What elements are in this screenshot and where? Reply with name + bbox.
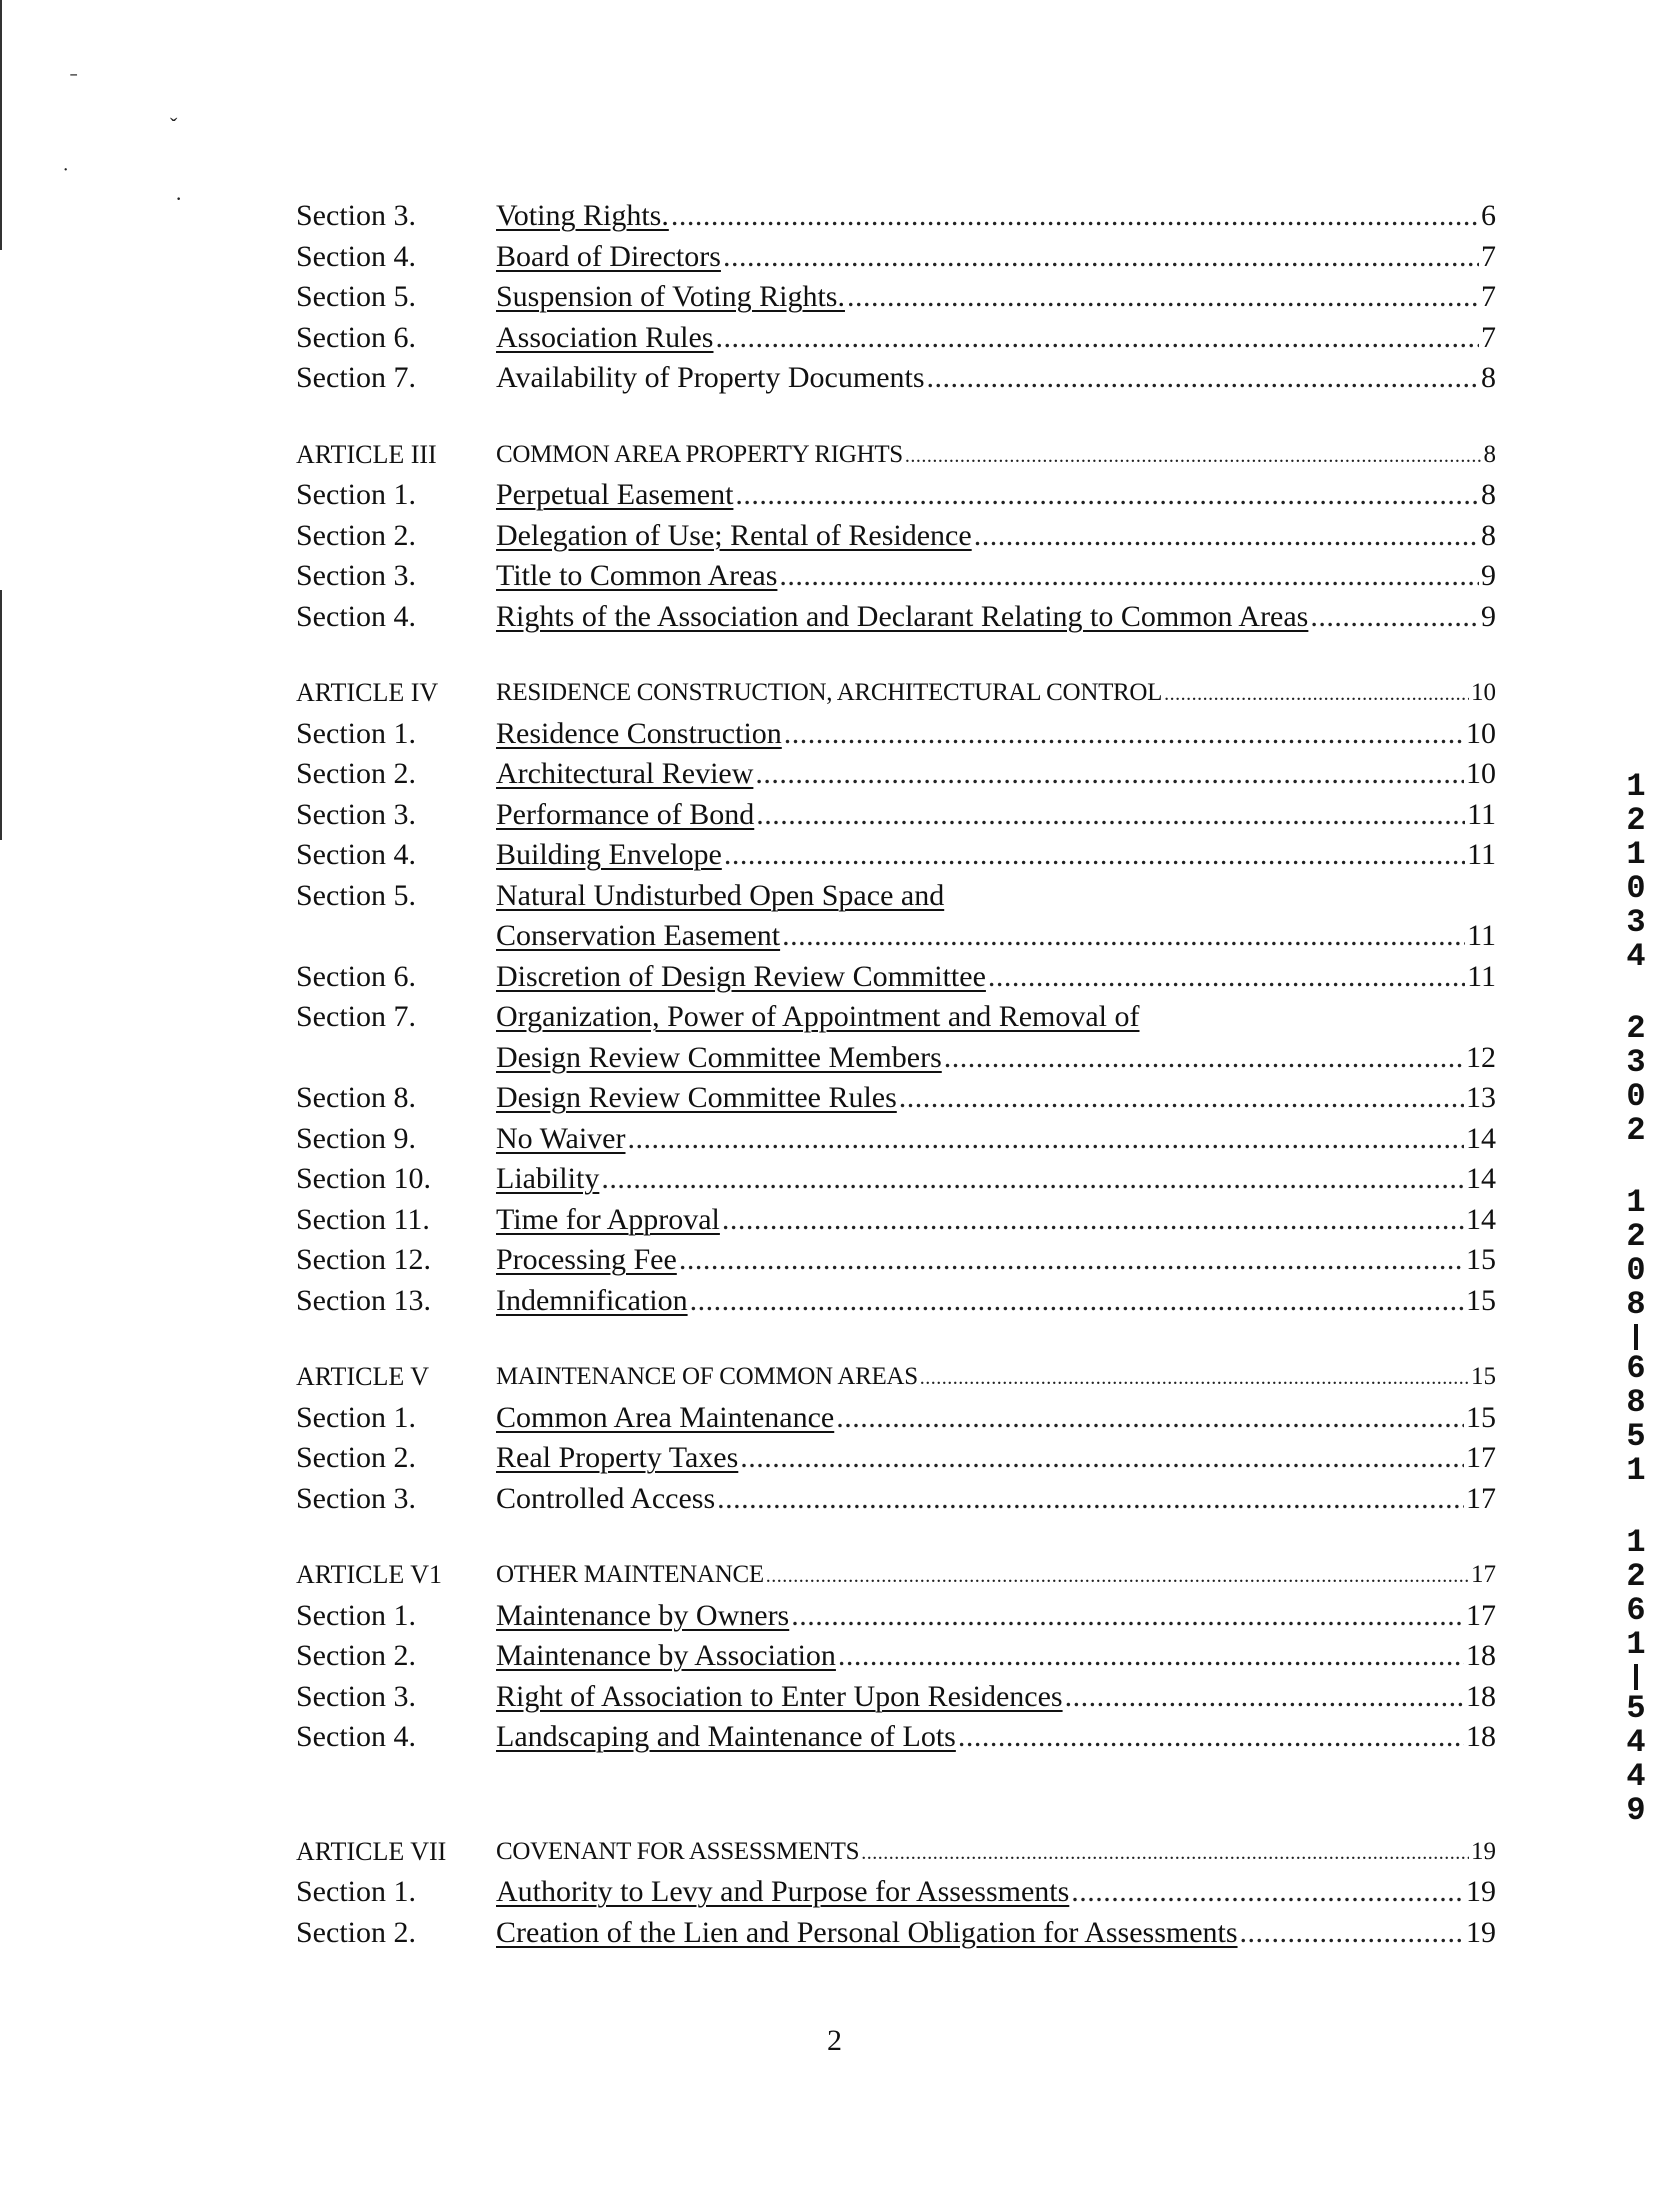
- toc-leader-dots: [920, 1358, 1469, 1399]
- toc-page-number: 10: [1471, 679, 1496, 706]
- toc-entry: [496, 1872, 1496, 1913]
- toc-label: Section 5.: [296, 878, 416, 912]
- stamp-digit: 0: [1626, 1078, 1646, 1115]
- toc-page-number: 15: [1471, 1363, 1496, 1390]
- margin-recording-stamp: [1606, 770, 1666, 1866]
- toc-label: Section 4.: [296, 1720, 416, 1753]
- toc-page-number: 18: [1466, 1679, 1496, 1713]
- toc-page-number: 17: [1466, 1481, 1496, 1515]
- toc-label: Section 1.: [296, 1400, 416, 1434]
- scan-speck: ˇ: [170, 113, 178, 138]
- toc-title: Residence Construction: [496, 716, 782, 750]
- toc-leader-dots: [974, 516, 1479, 557]
- toc-title: Liability: [496, 1162, 600, 1195]
- toc-section-row: [296, 358, 1496, 399]
- stamp-digit: 5: [1626, 1418, 1646, 1455]
- toc-label: Section 2.: [296, 1915, 416, 1949]
- toc-title: Authority to Levy and Purpose for Assessments: [496, 1875, 1070, 1908]
- scan-edge-line: [0, 590, 2, 840]
- toc-title: Controlled Access: [496, 1481, 716, 1515]
- toc-group-gap: [296, 1758, 1496, 1832]
- toc-title: Landscaping and Maintenance of Lots: [496, 1720, 956, 1753]
- toc-entry: [496, 556, 1496, 597]
- toc-entry: [496, 1398, 1496, 1439]
- toc-entry: [496, 1438, 1496, 1479]
- stamp-digit: 1: [1626, 1626, 1646, 1663]
- toc-leader-dots: [722, 1200, 1464, 1241]
- toc-leader-dots: [861, 1833, 1469, 1874]
- toc-entry: [496, 597, 1496, 638]
- toc-title: COMMON AREA PROPERTY RIGHTS: [496, 440, 903, 468]
- toc-entry: [496, 916, 1496, 957]
- toc-entry: [496, 795, 1496, 836]
- toc-section-row: [296, 1281, 1496, 1322]
- toc-label: Section 3.: [296, 1481, 416, 1515]
- toc-group-gap: [296, 399, 1496, 435]
- toc-page-number: 14: [1466, 1202, 1496, 1236]
- toc-section-row: [296, 1872, 1496, 1913]
- toc-page-number: 19: [1471, 1837, 1496, 1865]
- toc-leader-dots: [779, 556, 1479, 597]
- toc-leader-dots: [628, 1119, 1465, 1160]
- toc-entry: [496, 475, 1496, 516]
- toc-page-number: 11: [1467, 838, 1496, 871]
- scan-edge-line: [0, 0, 2, 250]
- toc-title: Perpetual Easement: [496, 478, 734, 511]
- toc-label: Section 1.: [296, 716, 416, 750]
- toc-title: OTHER MAINTENANCE: [496, 1561, 764, 1588]
- toc-entry: [496, 318, 1496, 359]
- toc-label: Section 9.: [296, 1121, 416, 1155]
- stamp-digit: 1: [1626, 1184, 1646, 1221]
- toc-leader-dots: [838, 1636, 1464, 1677]
- stamp-digit: 2: [1626, 1112, 1646, 1149]
- stamp-digit: 3: [1626, 904, 1646, 941]
- stamp-digit: 4: [1626, 938, 1646, 975]
- toc-section-continuation-row: [296, 1038, 1496, 1079]
- toc-entry: [496, 1555, 1496, 1597]
- toc-label: Section 4.: [296, 599, 416, 633]
- stamp-digit: 8: [1626, 1286, 1646, 1323]
- toc-title: Creation of the Lien and Personal Obligation for Assessments: [496, 1915, 1238, 1949]
- toc-title: Maintenance by Owners: [496, 1598, 790, 1632]
- stamp-digit: 4: [1626, 1758, 1646, 1795]
- stamp-digit: 1: [1626, 836, 1646, 873]
- toc-section-row: [296, 1119, 1496, 1160]
- toc-leader-dots: [782, 916, 1465, 957]
- page-number: 2: [827, 2024, 842, 2057]
- toc-section-row: [296, 1240, 1496, 1281]
- stamp-digit: 1: [1626, 768, 1646, 805]
- scan-speck: ˉ: [70, 68, 78, 93]
- toc-title: Discretion of Design Review Committee: [496, 959, 986, 993]
- toc-section-row: [296, 237, 1496, 278]
- table-of-contents: [296, 196, 1496, 1953]
- toc-label: Section 3.: [296, 199, 416, 232]
- toc-entry: [496, 1357, 1496, 1399]
- stamp-separator: [1634, 1664, 1638, 1690]
- toc-leader-dots: [1310, 597, 1479, 638]
- toc-section-continuation-row: [296, 916, 1496, 957]
- toc-entry: [496, 277, 1496, 318]
- toc-section-row: [296, 1200, 1496, 1241]
- toc-leader-dots: [724, 835, 1465, 876]
- toc-leader-dots: [784, 714, 1464, 755]
- toc-title: Suspension of Voting Rights.: [496, 280, 845, 313]
- toc-leader-dots: [756, 795, 1465, 836]
- toc-leader-dots: [679, 1240, 1464, 1281]
- toc-leader-dots: [690, 1281, 1464, 1322]
- toc-label: Section 6.: [296, 959, 416, 993]
- toc-page-number: 7: [1481, 320, 1496, 354]
- toc-section-row: [296, 795, 1496, 836]
- toc-entry: [496, 1636, 1496, 1677]
- toc-title: Organization, Power of Appointment and Removal of: [496, 1000, 1140, 1033]
- toc-label: Section 7.: [296, 1000, 416, 1033]
- toc-label: Section 1.: [296, 1875, 416, 1908]
- toc-entry: [496, 1913, 1496, 1954]
- stamp-digit: 1: [1626, 1452, 1646, 1489]
- toc-page-number: 11: [1467, 959, 1496, 993]
- toc-section-row: [296, 318, 1496, 359]
- toc-section-row: [296, 1078, 1496, 1119]
- scan-speck: ·: [175, 186, 183, 211]
- toc-page-number: 14: [1466, 1162, 1496, 1195]
- stamp-digit: 2: [1626, 1218, 1646, 1255]
- toc-label: Section 3.: [296, 1679, 416, 1713]
- toc-leader-dots: [1065, 1677, 1464, 1718]
- toc-entry: [496, 1119, 1496, 1160]
- toc-page-number: 10: [1466, 716, 1496, 750]
- toc-entry: [496, 358, 1496, 399]
- toc-page-number: 8: [1481, 361, 1496, 394]
- toc-leader-dots: [717, 1479, 1464, 1520]
- toc-page-number: 11: [1467, 797, 1496, 831]
- stamp-number-group: [1626, 770, 1645, 974]
- stamp-digit: 2: [1626, 802, 1646, 839]
- toc-entry: [496, 516, 1496, 557]
- toc-entry: [496, 1159, 1496, 1200]
- toc-title: Association Rules: [496, 320, 714, 354]
- stamp-digit: 0: [1626, 1252, 1646, 1289]
- toc-entry: [496, 435, 1496, 477]
- toc-title: Natural Undisturbed Open Space and: [496, 878, 945, 912]
- stamp-digit: 2: [1626, 1010, 1646, 1047]
- toc-page-number: 6: [1481, 199, 1496, 232]
- toc-section-row: [296, 516, 1496, 557]
- toc-leader-dots: [944, 1038, 1464, 1079]
- stamp-number-group: [1626, 1186, 1645, 1488]
- toc-article-row: [296, 435, 1496, 476]
- toc-page-number: 14: [1466, 1121, 1496, 1155]
- stamp-digit: 4: [1626, 1724, 1646, 1761]
- toc-section-row: [296, 835, 1496, 876]
- toc-page-number: 17: [1471, 1561, 1496, 1588]
- toc-group-gap: [296, 1519, 1496, 1555]
- toc-title: Design Review Committee Members: [496, 1040, 942, 1074]
- toc-label: Section 7.: [296, 361, 416, 394]
- toc-page-number: 8: [1481, 478, 1496, 511]
- toc-title: Conservation Easement: [496, 919, 781, 952]
- toc-leader-dots: [671, 196, 1479, 237]
- toc-entry: [496, 1078, 1496, 1119]
- stamp-digit: 5: [1626, 1690, 1646, 1727]
- toc-entry: [496, 673, 1496, 715]
- toc-label: Section 11.: [296, 1202, 430, 1236]
- toc-label: Section 4.: [296, 838, 416, 871]
- toc-entry: [496, 1200, 1496, 1241]
- toc-entry: [496, 876, 1496, 917]
- toc-title: Common Area Maintenance: [496, 1400, 835, 1434]
- toc-leader-dots: [791, 1596, 1464, 1637]
- toc-article-row: [296, 1832, 1496, 1873]
- toc-leader-dots: [899, 1078, 1464, 1119]
- stamp-digit: 1: [1626, 1524, 1646, 1561]
- toc-section-row: [296, 754, 1496, 795]
- toc-section-row: [296, 1717, 1496, 1758]
- toc-section-row: [296, 1596, 1496, 1637]
- toc-entry: [496, 957, 1496, 998]
- toc-label: Section 2.: [296, 1441, 416, 1474]
- toc-title: No Waiver: [496, 1121, 626, 1155]
- toc-label: ARTICLE IV: [296, 678, 439, 707]
- toc-leader-dots: [716, 318, 1480, 359]
- toc-leader-dots: [735, 475, 1479, 516]
- toc-label: Section 3.: [296, 797, 416, 831]
- toc-entry: [496, 1717, 1496, 1758]
- toc-label: Section 6.: [296, 320, 416, 354]
- toc-leader-dots: [740, 1438, 1464, 1479]
- toc-page-number: 18: [1466, 1720, 1496, 1753]
- toc-title: Voting Rights.: [496, 199, 669, 232]
- toc-group-gap: [296, 637, 1496, 673]
- toc-title: Rights of the Association and Declarant Relating to Common Areas: [496, 599, 1309, 633]
- toc-label: Section 12.: [296, 1243, 431, 1276]
- toc-section-row: [296, 597, 1496, 638]
- toc-page-number: 18: [1466, 1639, 1496, 1672]
- toc-section-row: [296, 876, 1496, 917]
- stamp-digit: 8: [1626, 1384, 1646, 1421]
- toc-entry: [496, 714, 1496, 755]
- stamp-digit: 6: [1626, 1350, 1646, 1387]
- toc-entry: [496, 196, 1496, 237]
- toc-label: Section 5.: [296, 280, 416, 313]
- toc-title: Indemnification: [496, 1283, 688, 1317]
- toc-label: Section 2.: [296, 1639, 416, 1672]
- toc-entry: [496, 754, 1496, 795]
- toc-label: Section 1.: [296, 478, 416, 511]
- toc-page-number: 8: [1481, 518, 1496, 552]
- toc-title: Right of Association to Enter Upon Residences: [496, 1679, 1063, 1713]
- stamp-number-group: [1626, 1012, 1645, 1148]
- toc-label: Section 10.: [296, 1162, 431, 1195]
- toc-page-number: 10: [1466, 757, 1496, 790]
- toc-leader-dots: [905, 436, 1482, 477]
- toc-label: ARTICLE V1: [296, 1560, 443, 1589]
- toc-entry: [496, 1832, 1496, 1874]
- toc-label: ARTICLE V: [296, 1362, 430, 1391]
- toc-label: Section 2.: [296, 518, 416, 552]
- toc-section-row: [296, 277, 1496, 318]
- toc-entry: [496, 997, 1496, 1038]
- toc-leader-dots: [1240, 1913, 1464, 1954]
- stamp-digit: 3: [1626, 1044, 1646, 1081]
- toc-entry: [496, 1479, 1496, 1520]
- toc-label: Section 4.: [296, 239, 416, 273]
- toc-page-number: 19: [1466, 1875, 1496, 1908]
- stamp-digit: 9: [1626, 1792, 1646, 1829]
- toc-section-row: [296, 957, 1496, 998]
- toc-title: Architectural Review: [496, 757, 754, 790]
- toc-title: MAINTENANCE OF COMMON AREAS: [496, 1363, 918, 1390]
- toc-section-row: [296, 1479, 1496, 1520]
- toc-leader-dots: [988, 957, 1465, 998]
- toc-title: Processing Fee: [496, 1243, 677, 1276]
- toc-group-gap: [296, 1321, 1496, 1357]
- toc-title: Availability of Property Documents: [496, 361, 925, 394]
- toc-title: Real Property Taxes: [496, 1441, 739, 1474]
- toc-entry: [496, 237, 1496, 278]
- toc-article-row: [296, 1555, 1496, 1596]
- toc-title: Building Envelope: [496, 838, 722, 871]
- toc-page-number: 19: [1466, 1915, 1496, 1949]
- toc-article-row: [296, 1357, 1496, 1398]
- toc-entry: [496, 1240, 1496, 1281]
- toc-leader-dots: [766, 1556, 1469, 1597]
- toc-entry: [496, 1677, 1496, 1718]
- toc-page-number: 15: [1466, 1400, 1496, 1434]
- toc-title: Performance of Bond: [496, 797, 755, 831]
- stamp-number-group: [1626, 1526, 1645, 1828]
- toc-page-number: 7: [1481, 239, 1496, 273]
- toc-section-row: [296, 1159, 1496, 1200]
- toc-leader-dots: [836, 1398, 1464, 1439]
- toc-leader-dots: [755, 754, 1464, 795]
- toc-leader-dots: [927, 358, 1479, 399]
- toc-section-row: [296, 997, 1496, 1038]
- toc-section-row: [296, 714, 1496, 755]
- scan-speck: ˙: [62, 163, 70, 188]
- toc-label: ARTICLE VII: [296, 1836, 447, 1866]
- toc-label: Section 1.: [296, 1598, 416, 1632]
- toc-leader-dots: [1071, 1872, 1464, 1913]
- toc-entry: [496, 835, 1496, 876]
- toc-page-number: 17: [1466, 1441, 1496, 1474]
- toc-page-number: 11: [1467, 919, 1496, 952]
- toc-leader-dots: [958, 1717, 1464, 1758]
- toc-page-number: 15: [1466, 1283, 1496, 1317]
- toc-title: Time for Approval: [496, 1202, 720, 1236]
- toc-page-number: 17: [1466, 1598, 1496, 1632]
- stamp-separator: [1634, 1324, 1638, 1350]
- toc-title: Design Review Committee Rules: [496, 1081, 897, 1114]
- toc-leader-dots: [1164, 674, 1469, 715]
- toc-leader-dots: [847, 277, 1479, 318]
- toc-label: Section 3.: [296, 559, 416, 592]
- toc-leader-dots: [601, 1159, 1464, 1200]
- toc-page-number: 9: [1481, 599, 1496, 633]
- toc-title: Board of Directors: [496, 239, 721, 273]
- toc-label: Section 13.: [296, 1283, 431, 1317]
- toc-section-row: [296, 196, 1496, 237]
- stamp-digit: 0: [1626, 870, 1646, 907]
- stamp-digit: 6: [1626, 1592, 1646, 1629]
- toc-entry: [496, 1281, 1496, 1322]
- toc-title: Maintenance by Association: [496, 1639, 836, 1672]
- stamp-digit: 2: [1626, 1558, 1646, 1595]
- toc-section-row: [296, 1913, 1496, 1954]
- toc-title: RESIDENCE CONSTRUCTION, ARCHITECTURAL CONTROL: [496, 679, 1163, 706]
- toc-label: Section 2.: [296, 757, 416, 790]
- toc-title: COVENANT FOR ASSESSMENTS: [496, 1837, 860, 1865]
- toc-section-row: [296, 1636, 1496, 1677]
- toc-page-number: 15: [1466, 1243, 1496, 1276]
- toc-section-row: [296, 475, 1496, 516]
- toc-entry: [496, 1038, 1496, 1079]
- toc-label: Section 8.: [296, 1081, 416, 1114]
- toc-page-number: 7: [1481, 280, 1496, 313]
- toc-title: Title to Common Areas: [496, 559, 778, 592]
- toc-section-row: [296, 1677, 1496, 1718]
- toc-section-row: [296, 1398, 1496, 1439]
- toc-section-row: [296, 556, 1496, 597]
- toc-title: Delegation of Use; Rental of Residence: [496, 518, 972, 552]
- toc-leader-dots: [723, 237, 1479, 278]
- toc-page-number: 12: [1466, 1040, 1496, 1074]
- toc-label: ARTICLE III: [296, 439, 437, 469]
- toc-entry: [496, 1596, 1496, 1637]
- toc-section-row: [296, 1438, 1496, 1479]
- toc-page-number: 13: [1466, 1081, 1496, 1114]
- toc-page-number: 9: [1481, 559, 1496, 592]
- toc-page-number: 8: [1483, 440, 1496, 468]
- toc-article-row: [296, 673, 1496, 714]
